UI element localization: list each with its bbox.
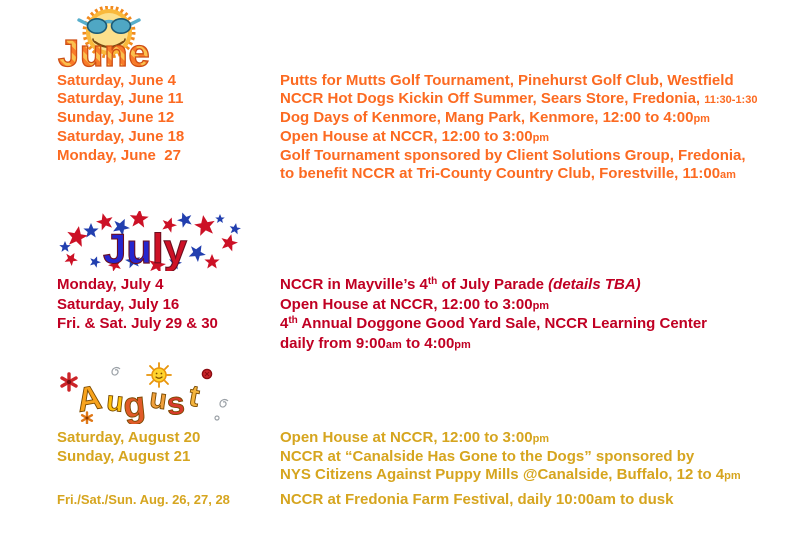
- event-row: [57, 90, 800, 109]
- event-row: [57, 448, 800, 466]
- july-title-blue: Ju: [103, 225, 153, 271]
- july-header: [57, 211, 800, 271]
- event-description: NYS Citizens Against Puppy Mills @Canalside, Buffalo, 12 to 4pm: [280, 466, 741, 483]
- event-date: Sunday, June 12: [57, 109, 175, 126]
- event-row: [57, 165, 800, 184]
- august-title-letter: A: [73, 377, 107, 420]
- june-sun-clipart: [57, 6, 207, 72]
- event-row: [57, 296, 800, 315]
- event-row: [57, 72, 800, 90]
- flower-icon: [62, 374, 76, 390]
- event-description: Dog Days of Kenmore, Mang Park, Kenmore, 12:00 to 4:00pm: [280, 109, 710, 126]
- event-date: [57, 165, 280, 184]
- july-title: [103, 225, 188, 271]
- event-date: Fri. & Sat. July 29 & 30: [57, 315, 218, 332]
- event-row: [57, 335, 800, 354]
- event-description: Open House at NCCR, 12:00 to 3:00pm: [280, 128, 550, 145]
- event-description: NCCR at “Canalside Has Gone to the Dogs” sponsored by: [280, 448, 695, 465]
- event-date: Monday, June 27: [57, 147, 181, 164]
- june-header: [57, 6, 800, 72]
- event-date: Fri./Sat./Sun. Aug. 26, 27, 28: [57, 492, 230, 507]
- august-title-letter: u: [104, 385, 128, 418]
- event-row: [57, 109, 800, 128]
- july-events-list: [57, 276, 800, 354]
- spiral-icon: [112, 368, 120, 375]
- event-description: 4th Annual Doggone Good Yard Sale, NCCR Learning Center: [280, 315, 708, 332]
- august-title-letter: g: [121, 382, 150, 424]
- event-date: [57, 466, 280, 485]
- june-title: June: [58, 33, 151, 72]
- event-date: Sunday, August 21: [57, 448, 191, 465]
- event-description: NCCR in Mayville’s 4th of July Parade (details TBA): [280, 276, 641, 293]
- berry-icon: [202, 369, 211, 378]
- june-events-list: [57, 72, 800, 184]
- event-date: Monday, July 4: [57, 276, 164, 293]
- august-title-letter: t: [186, 379, 204, 414]
- event-date: [57, 335, 280, 354]
- event-row: [57, 491, 800, 509]
- event-description: Putts for Mutts Golf Tournament, Pinehurst Golf Club, Westfield: [280, 72, 734, 89]
- august-title: [74, 378, 204, 424]
- event-description: NCCR at Fredonia Farm Festival, daily 10:00am to dusk: [280, 491, 674, 508]
- event-description: Golf Tournament sponsored by Client Solutions Group, Fredonia,: [280, 147, 746, 164]
- event-row: [57, 276, 800, 296]
- event-date: Saturday, June 4: [57, 72, 176, 89]
- august-clipart: [57, 362, 232, 424]
- august-header: [57, 362, 800, 424]
- event-date: Saturday, August 20: [57, 429, 201, 446]
- events-flyer-page: [0, 6, 800, 542]
- july-title-red: ly: [152, 225, 188, 271]
- event-row: [57, 315, 800, 335]
- event-description: NCCR Hot Dogs Kickin Off Summer, Sears Store, Fredonia, 11:30-1:30: [280, 90, 758, 107]
- event-row: [57, 147, 800, 165]
- event-date: Saturday, June 18: [57, 128, 185, 145]
- july-stars-clipart: [57, 211, 247, 271]
- event-row: [57, 429, 800, 448]
- august-title-letter: u: [147, 382, 172, 416]
- august-title-letter: s: [165, 384, 189, 422]
- august-events-list: [57, 429, 800, 509]
- event-description: Open House at NCCR, 12:00 to 3:00pm: [280, 429, 550, 446]
- event-row: [57, 466, 800, 485]
- event-date: Saturday, July 16: [57, 296, 180, 313]
- event-description: daily from 9:00am to 4:00pm: [280, 335, 471, 352]
- spiral-icon: [220, 400, 228, 407]
- event-description: Open House at NCCR, 12:00 to 3:00pm: [280, 296, 550, 313]
- event-date: Saturday, June 11: [57, 90, 184, 107]
- event-description: to benefit NCCR at Tri-County Country Club, Forestville, 11:00am: [280, 165, 736, 182]
- event-row: [57, 128, 800, 147]
- dot-doodle: [215, 416, 219, 420]
